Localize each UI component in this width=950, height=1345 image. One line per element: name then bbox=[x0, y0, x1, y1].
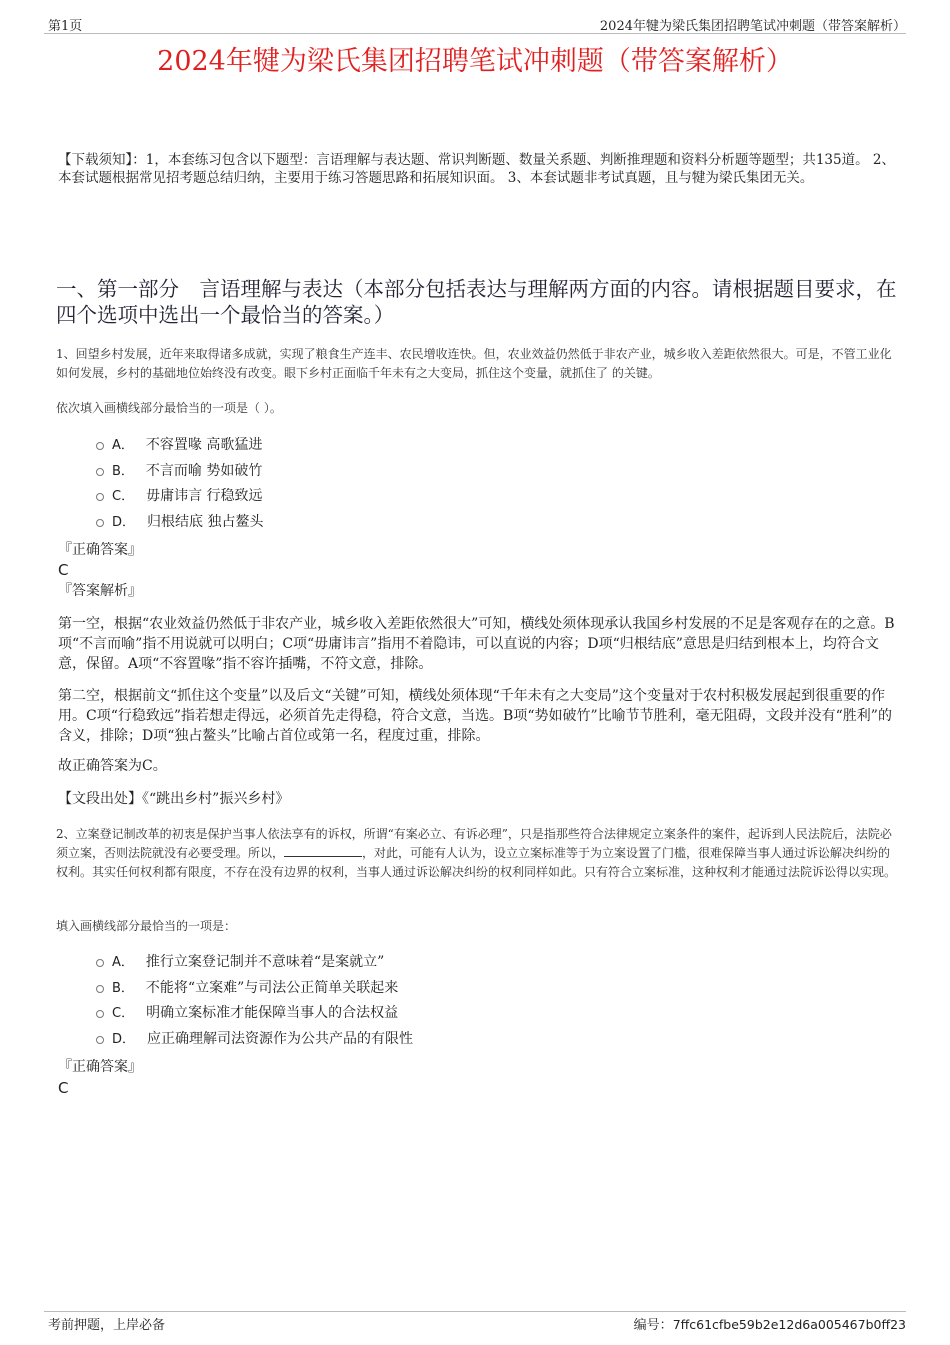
footer-slogan: 考前押题，上岸必备 bbox=[48, 1318, 166, 1333]
answer-blank bbox=[284, 844, 362, 857]
radio-icon[interactable] bbox=[96, 519, 104, 527]
radio-icon[interactable] bbox=[96, 959, 104, 967]
question-2-options bbox=[96, 950, 413, 1053]
question-2-option-c[interactable]: C． 明确立案标准才能保障当事人的合法权益 bbox=[96, 1001, 413, 1027]
question-1-stem: 1、回望乡村发展，近年来取得诸多成就，实现了粮食生产连丰、农民增收连快。但，农业效益仍然低于非农产业，城乡收入差距依然很大。可是，不管工业化如何发展，乡村的基础地位始终没有改变。眼下乡村正面临千年未有之大变局，抓住这个变量，就抓住了 的关键。 bbox=[56, 347, 892, 380]
question-1-option-c[interactable]: C． 毋庸讳言 行稳致远 bbox=[96, 484, 263, 510]
question-1-prompt: 依次填入画横线部分最恰当的一项是（ ）。 bbox=[56, 401, 282, 415]
question-1-analysis-paragraph-2: 第二空，根据前文“抓住这个变量”以及后文“关键”可知，横线处须体现“千年未有之大变局”这个变量对于农村积极发展起到很重要的作用。C项“行稳致远”指若想走得远，必须首先走得稳，符合文意，当选。B项“势如破竹”比喻节节胜利，毫无阻碍，文段并没有“胜利”的含义，排除；D项“独占鳌头”比喻占首位或第一名，程度过重，排除。 bbox=[58, 688, 892, 744]
radio-icon[interactable] bbox=[96, 1010, 104, 1018]
download-notice: 【下载须知】：1，本套练习包含以下题型：言语理解与表达题、常识判断题、数量关系题、判断推理题和资料分析题等题型；共135道。 2、本套试题根据常见招考题总结归纳，主要用于练习答题思路和拓展知识面。 3、本套试题非考试真题，且与犍为梁氏集团无关。 bbox=[58, 152, 895, 186]
footer-code: 编号：7ffc61cfbe59b2e12d6a005467b0ff23 bbox=[633, 1317, 906, 1333]
radio-icon[interactable] bbox=[96, 985, 104, 993]
question-1-option-b[interactable]: B． 不言而喻 势如破竹 bbox=[96, 459, 263, 485]
document-title: 2024年犍为梁氏集团招聘笔试冲刺题（带答案解析） bbox=[157, 46, 793, 77]
question-2-option-b[interactable]: B． 不能将“立案难”与司法公正简单关联起来 bbox=[96, 976, 413, 1002]
question-1-conclusion: 故正确答案为C。 bbox=[58, 758, 167, 774]
question-2-answer-label: 『正确答案』 bbox=[58, 1059, 142, 1075]
radio-icon[interactable] bbox=[96, 468, 104, 476]
section-heading: 一、第一部分 言语理解与表达（本部分包括表达与理解两方面的内容。请根据题目要求，在四个选项中选出一个最恰当的答案。） bbox=[56, 277, 897, 327]
question-1-answer-label: 『正确答案』 bbox=[58, 542, 142, 558]
question-1-option-d[interactable]: D． 归根结底 独占鳌头 bbox=[96, 510, 263, 536]
radio-icon[interactable] bbox=[96, 442, 104, 450]
question-1-source: 【文段出处】《“跳出乡村”振兴乡村》 bbox=[58, 791, 290, 807]
question-2-option-d[interactable]: D． 应正确理解司法资源作为公共产品的有限性 bbox=[96, 1027, 413, 1053]
question-1-analysis-paragraph-1: 第一空，根据“农业效益仍然低于非农产业，城乡收入差距依然很大”可知，横线处须体现承认我国乡村发展的不足是客观存在的之意。B项“不言而喻”指不用说就可以明白；C项“毋庸讳言”指用不着隐讳，可以直说的内容；D项“归根结底”意思是归结到根本上，均符合文意，保留。A项“不容置喙”指不容许插嘴，不符文意，排除。 bbox=[58, 616, 895, 672]
radio-icon[interactable] bbox=[96, 493, 104, 501]
question-2-stem: 2、立案登记制改革的初衷是保护当事人依法享有的诉权，所谓“有案必立、有诉必理”，只是指那些符合法律规定立案条件的案件，起诉到人民法院后，法院必须立案，否则法院就没有必要受理。所以， ，对此，可能有人认为，设立立案标准等于为立案设置了门槛，很难保障当事人通过诉讼解决纠纷的权利。其实任何权利都有限度，不存在没有边界的权利，当事人通过诉讼解决纠纷的权利同样如此。只有符合立案标准，这种权利才能通过法院诉讼得以实现。 bbox=[56, 827, 897, 879]
question-2-prompt: 填入画横线部分最恰当的一项是： bbox=[56, 919, 237, 933]
page-number: 第1页 bbox=[48, 19, 83, 34]
running-header-title: 2024年犍为梁氏集团招聘笔试冲刺题（带答案解析） bbox=[599, 19, 906, 34]
question-1-answer: C bbox=[58, 561, 69, 579]
question-2-option-a[interactable]: A． 推行立案登记制并不意味着“是案就立” bbox=[96, 950, 413, 976]
footer-divider bbox=[44, 1311, 906, 1312]
question-2-answer: C bbox=[58, 1079, 69, 1097]
question-1-analysis-label: 『答案解析』 bbox=[58, 583, 142, 599]
header-divider bbox=[44, 33, 906, 34]
question-1-options bbox=[96, 433, 263, 536]
question-1-option-a[interactable]: A． 不容置喙 高歌猛进 bbox=[96, 433, 263, 459]
radio-icon[interactable] bbox=[96, 1036, 104, 1044]
